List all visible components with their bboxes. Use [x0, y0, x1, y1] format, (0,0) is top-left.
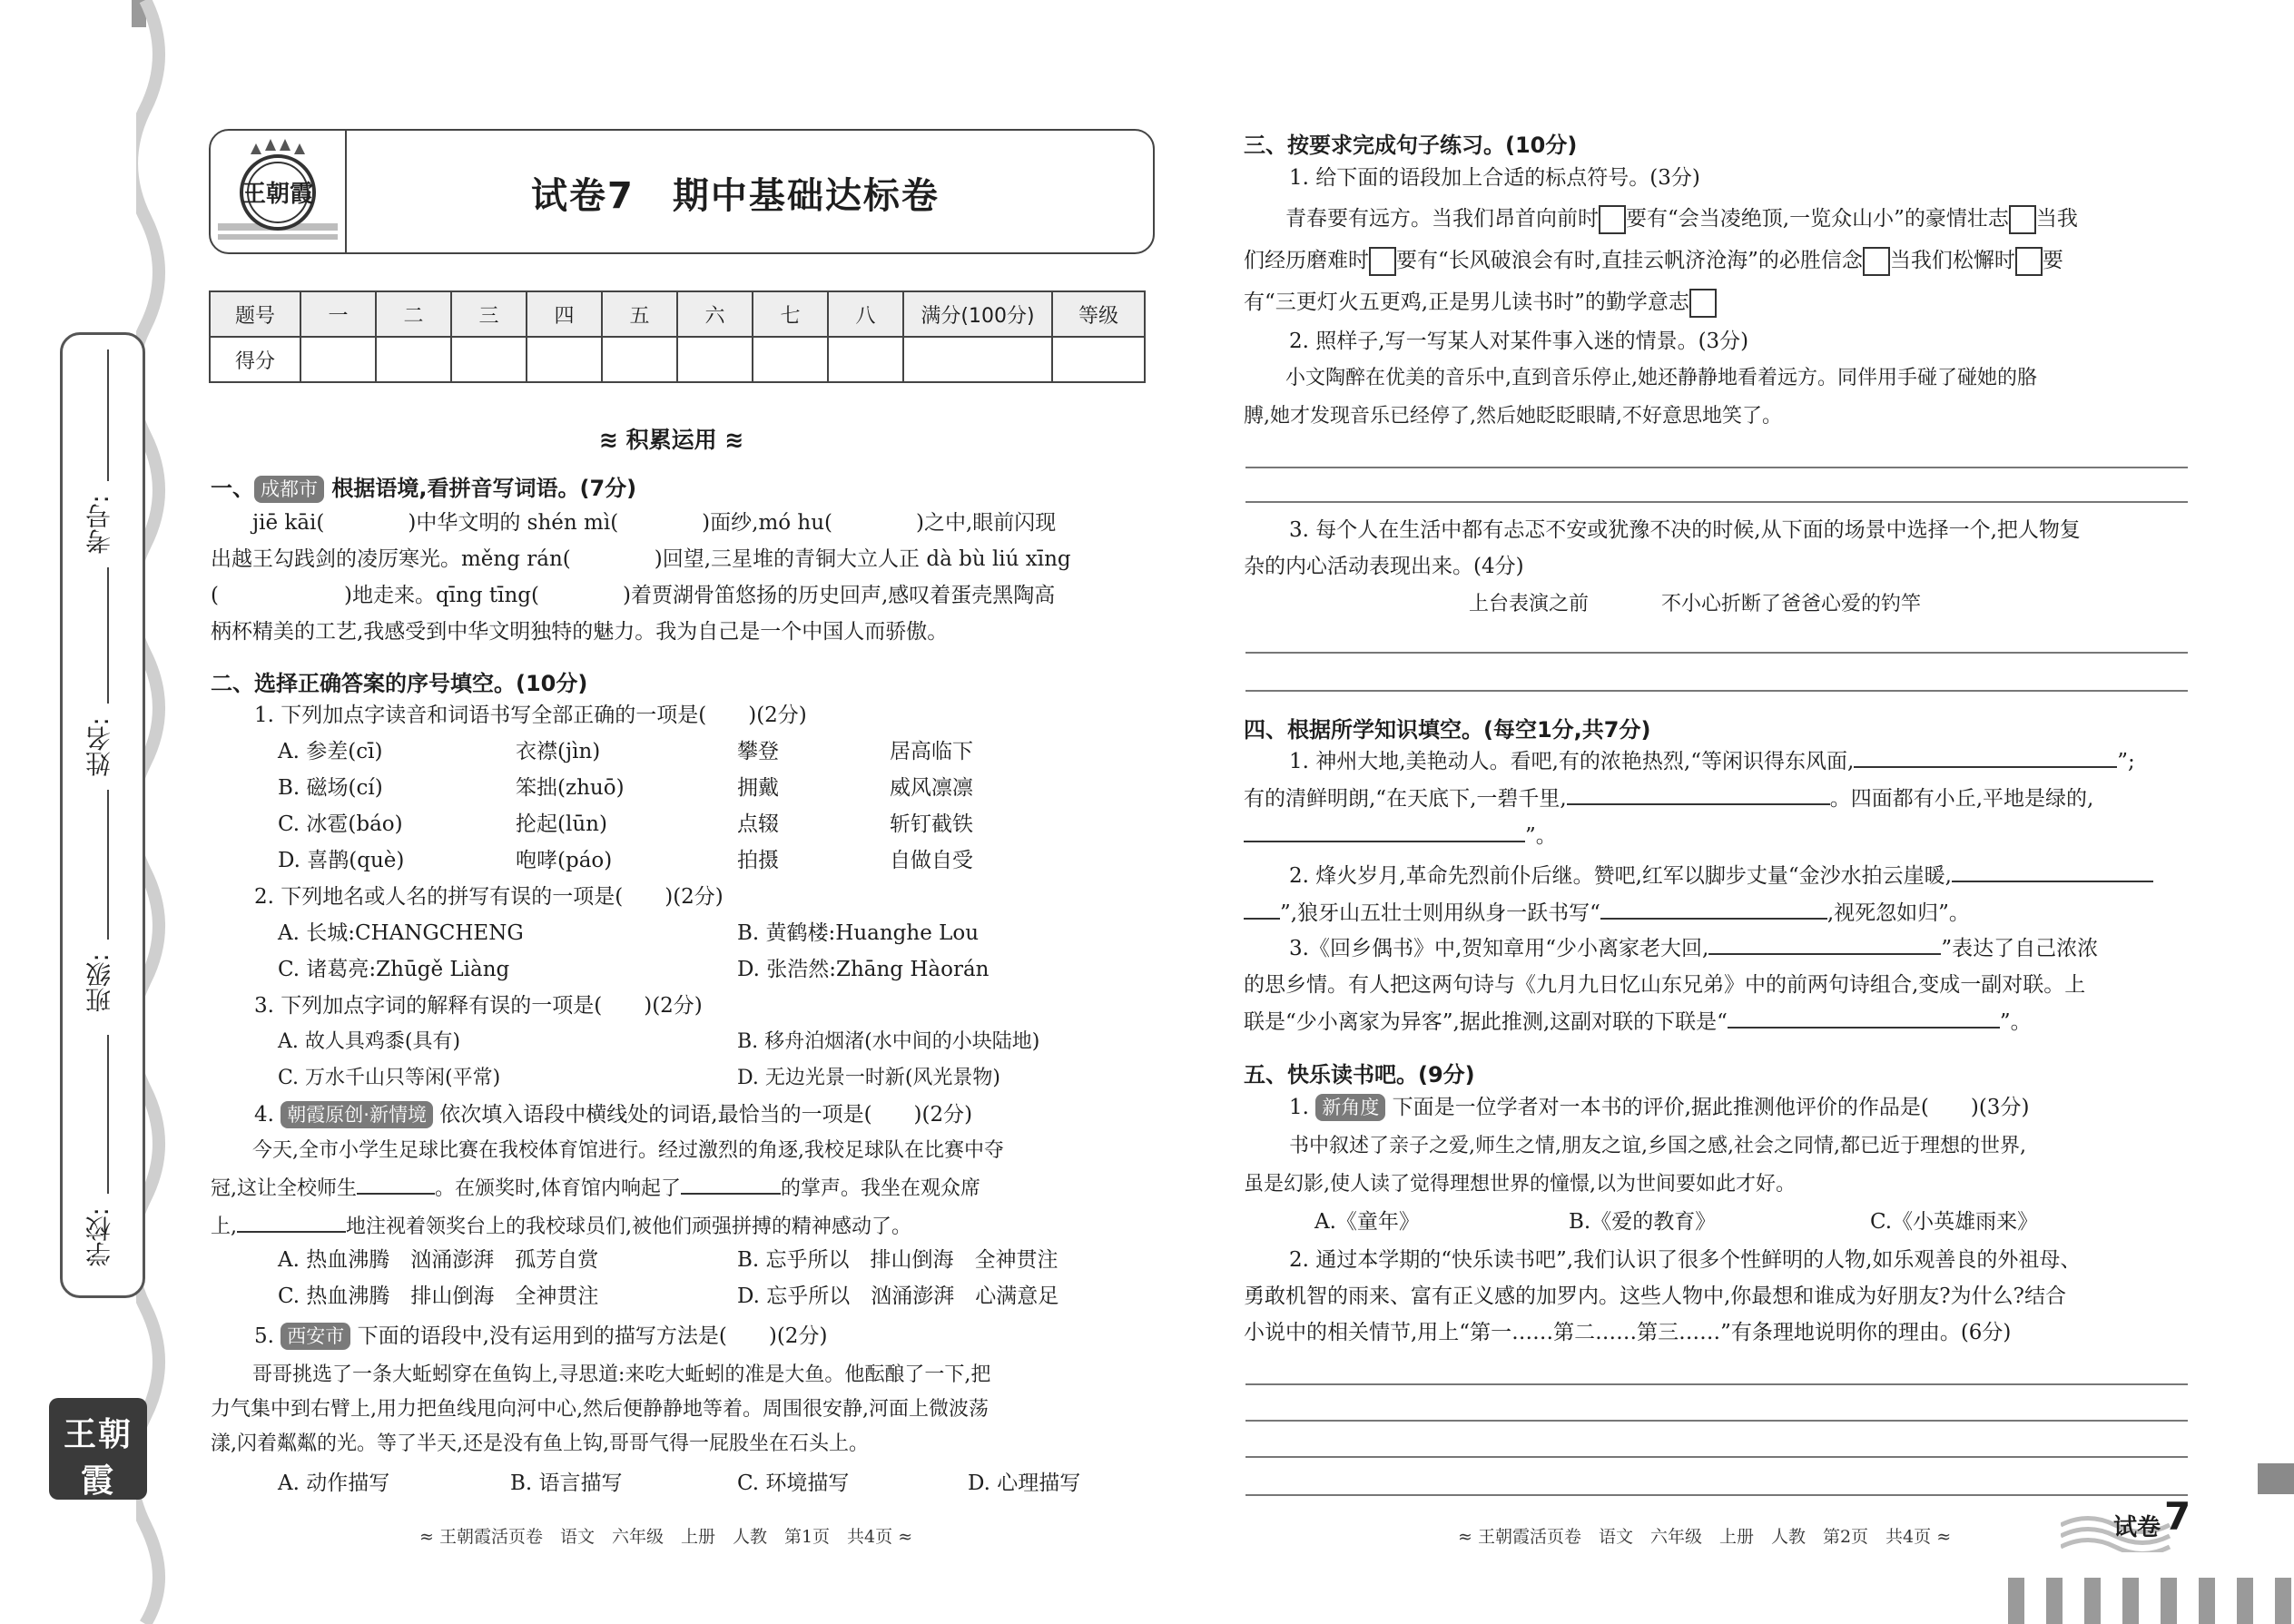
option-cell[interactable]: A. 动作描写	[278, 1471, 390, 1495]
q1-prompt: 根据语境,看拼音写词语。(7分)	[331, 476, 637, 501]
q1-line: 出越王勾践剑的凌厉寒光。měng rán( )回望,三星堆的青铜大立人正 dà bù liú xīng	[211, 547, 1071, 571]
q4-s3-line: 联是“少小离家为异客”,据此推测,这副对联的下联是“ ”。	[1244, 1003, 2098, 1040]
score-cell[interactable]	[677, 337, 753, 382]
stamp-line1: 王朝霞	[63, 1416, 133, 1500]
q2-s4-text: 依次填入语段中横线处的词语,最恰当的一项是( )(2分)	[439, 1103, 973, 1127]
answer-line[interactable]	[1245, 690, 2188, 692]
option-cell: 拍摄	[737, 849, 779, 872]
score-cell[interactable]	[903, 337, 1052, 382]
option-cell: 咆哮(páo)	[516, 849, 613, 872]
passage-line: 书中叙述了亲子之爱,师生之情,朋友之谊,乡国之感,社会之同情,都已近于理想的世界,	[1289, 1135, 2026, 1157]
score-cell[interactable]	[753, 337, 828, 382]
option-cell[interactable]: C.《小英雄雨来》	[1870, 1210, 2039, 1234]
option-cell[interactable]: C. 热血沸腾 排山倒海 全神贯注	[278, 1284, 599, 1308]
score-cell[interactable]	[527, 337, 602, 382]
brand-logo-icon	[214, 134, 341, 247]
blank[interactable]	[1952, 857, 2153, 882]
prompt-line: 3. 每个人在生活中都有忐忑不安或犹豫不决的时候,从下面的场景中选择一个,把人物复	[1289, 518, 2081, 542]
score-header-cell: 一	[300, 291, 376, 337]
q2-s5-tag: 西安市	[281, 1323, 350, 1350]
option-cell[interactable]: A.《童年》	[1314, 1210, 1420, 1234]
option-cell: 衣襟(jìn)	[516, 740, 601, 763]
wave-icon: ≋	[599, 427, 626, 453]
score-table	[209, 290, 1146, 383]
q2-s4-passage	[211, 1133, 1004, 1245]
option-cell[interactable]: B. 移舟泊烟渚(水中间的小块陆地)	[737, 1030, 1040, 1053]
blank-1[interactable]	[357, 1169, 435, 1195]
prompt-line: 2. 通过本学期的“快乐读书吧”,我们认识了很多个性鲜明的人物,如乐观善良的外祖母、	[1289, 1248, 2082, 1272]
edge-mark	[2258, 1463, 2294, 1494]
q5-s1-tag: 新角度	[1315, 1094, 1385, 1121]
option-cell[interactable]: B. 忘乎所以 排山倒海 全神贯注	[737, 1248, 1058, 1272]
score-header-cell: 二	[376, 291, 451, 337]
prompt-line: 杂的内心活动表现出来。(4分)	[1244, 555, 1524, 578]
punct-box[interactable]	[1863, 247, 1890, 276]
q3-title: 三、按要求完成句子练习。(10分)	[1244, 133, 1578, 158]
option-cell: 斩钉截铁	[890, 812, 973, 836]
wave-icon: ≈	[1931, 1527, 1952, 1547]
option-cell[interactable]: A. 热血沸腾 汹涌澎湃 孤芳自赏	[278, 1248, 599, 1272]
wave-icon: ≈	[892, 1527, 913, 1547]
option-cell[interactable]: D. 心理描写	[968, 1471, 1081, 1495]
punct-box[interactable]	[2015, 247, 2043, 276]
paper-title: 试卷7 期中基础达标卷	[531, 175, 940, 217]
wave-icon: ≋	[716, 427, 744, 453]
option-cell[interactable]: A. 故人具鸡黍(具有)	[278, 1030, 461, 1053]
stamp-line2: 活页卷	[57, 1514, 139, 1546]
name-label: 姓名:	[84, 717, 114, 777]
option-cell[interactable]: C. 冰雹(báo)	[278, 812, 403, 836]
option-cell[interactable]: A. 参差(cī)	[278, 740, 383, 763]
footer-left-text: 王朝霞活页卷 语文 六年级 上册 人教 第1页 共4页	[438, 1527, 893, 1547]
score-cell[interactable]	[451, 337, 527, 382]
punct-box[interactable]	[1689, 289, 1717, 318]
blank[interactable]	[1600, 894, 1827, 920]
q5-s2-prompt	[1244, 1242, 2081, 1351]
q4-s3	[1244, 930, 2098, 1040]
logo-divider	[345, 129, 347, 254]
name-field[interactable]	[107, 567, 109, 704]
answer-line[interactable]	[1245, 1383, 2188, 1385]
punct-box[interactable]	[1369, 247, 1396, 276]
option-cell: 抡起(lūn)	[516, 812, 607, 836]
passage-line: 膊,她才发现音乐已经停了,然后她眨眨眼睛,不好意思地笑了。	[1244, 405, 1782, 428]
answer-line[interactable]	[1245, 501, 2188, 503]
score-header-cell: 四	[527, 291, 602, 337]
passage-line: 们经历磨难时 要有“长风破浪会有时,直挂云帆济沧海”的必胜信念 当我们松懈时 要	[1244, 240, 2078, 281]
q5-s1-text: 下面是一位学者对一本书的评价,据此推测他评价的作品是( )(3分)	[1392, 1096, 2030, 1119]
q5-s1-prompt: 1. 新角度 下面是一位学者对一本书的评价,据此推测他评价的作品是( )(3分)	[1289, 1096, 2030, 1119]
blank[interactable]	[1567, 780, 1830, 805]
q4-title: 四、根据所学知识填空。(每空1分,共7分)	[1244, 717, 1651, 743]
option-cell[interactable]: C. 环境描写	[737, 1471, 850, 1495]
q2-title: 二、选择正确答案的序号填空。(10分)	[211, 671, 588, 696]
section-banner-text: 积累运用	[625, 427, 717, 453]
passage-line: 有“三更灯火五更鸡,正是男儿读书时”的勤学意志	[1244, 281, 2078, 323]
q3-s1-prompt: 1. 给下面的语段加上合适的标点符号。(3分)	[1289, 166, 1700, 190]
q4-s2-line: ”,狼牙山五壮士则用纵身一跃书写“ ,视死忽如归”。	[1244, 894, 2153, 931]
q5-s1-passage	[1244, 1127, 2026, 1204]
option-cell: 点辍	[737, 812, 779, 836]
option-cell: 威风凛凛	[890, 776, 973, 800]
corner-label: 试卷	[2113, 1514, 2161, 1541]
q2-s5-passage	[211, 1358, 990, 1462]
option-cell: 居高临下	[890, 740, 973, 763]
score-header-cell: 题号	[210, 291, 300, 337]
score-cell[interactable]	[300, 337, 376, 382]
q5-title: 五、快乐读书吧。(9分)	[1244, 1062, 1475, 1088]
bottom-bar-marks	[2008, 1578, 2294, 1624]
passage-line: 今天,全市小学生足球比赛在我校体育馆进行。经过激烈的角逐,我校足球队在比赛中夺	[252, 1139, 1004, 1162]
score-header-cell: 五	[602, 291, 677, 337]
svg-text:王朝霞: 王朝霞	[241, 181, 314, 208]
q4-s2	[1244, 857, 2153, 931]
score-cell[interactable]	[602, 337, 677, 382]
q1-line: ( )地走来。qīng tīng( )着贾湖骨笛悠扬的历史回声,感叹着蛋壳黑陶高	[211, 584, 1056, 607]
score-table-score-row	[210, 337, 1145, 382]
q2-s1-prompt: 1. 下列加点字读音和词语书写全部正确的一项是( )(2分)	[254, 704, 807, 727]
footer-right-text: 王朝霞活页卷 语文 六年级 上册 人教 第2页 共4页	[1477, 1527, 1932, 1547]
score-cell[interactable]	[376, 337, 451, 382]
score-table-header-row	[210, 291, 1145, 337]
q3-s2-prompt: 2. 照样子,写一写某人对某件事入迷的情景。(3分)	[1289, 330, 1749, 353]
prompt-line: 勇敢机智的雨来、富有正义感的加罗内。这些人物中,你最想和谁成为好朋友?为什么?结合	[1244, 1284, 2066, 1308]
score-cell[interactable]	[828, 337, 903, 382]
option-cell[interactable]: D. 忘乎所以 汹涌澎湃 心满意足	[737, 1284, 1059, 1308]
passage-line: 冠,这让全校师生 。在颁奖时,体育馆内响起了 的掌声。我坐在观众席	[211, 1169, 1004, 1207]
option-cell: 拥戴	[737, 776, 779, 800]
q4-s2-line: 2. 烽火岁月,革命先烈前仆后继。赞吧,红军以脚步丈量“金沙水拍云崖暖,	[1244, 857, 2153, 894]
option-cell[interactable]: C. 诸葛亮:Zhūgě Liàng	[278, 958, 510, 981]
school-field[interactable]	[107, 1035, 109, 1194]
q4-s3-line: 3.《回乡偶书》中,贺知章用“少小离家老大回, ”表达了自己浓浓	[1244, 930, 2098, 967]
blank-3[interactable]	[237, 1207, 346, 1233]
q4-s1-line: ”。	[1244, 817, 2135, 854]
score-header-cell: 七	[753, 291, 828, 337]
q3-s3-scene-2[interactable]: 不小心折断了爸爸心爱的钓竿	[1661, 593, 1922, 615]
answer-line[interactable]	[1245, 1420, 2188, 1422]
q1-line: 柄杯精美的工艺,我感受到中华文明独特的魅力。我为自己是一个中国人而骄傲。	[211, 620, 949, 644]
punct-box[interactable]	[2009, 205, 2036, 234]
blank[interactable]	[1244, 894, 1280, 920]
exam-number-field[interactable]	[107, 349, 109, 481]
wave-icon: ≈	[1458, 1527, 1478, 1547]
q1-number: 一、	[211, 476, 254, 501]
option-cell[interactable]: B.《爱的教育》	[1569, 1210, 1717, 1234]
prompt-line: 小说中的相关情节,用上“第一……第二……第三……”有条理地说明你的理由。(6分)	[1244, 1321, 2012, 1344]
q1-title	[211, 470, 636, 503]
passage-line: 哥哥挑选了一条大蚯蚓穿在鱼钩上,寻思道:来吃大蚯蚓的准是大鱼。他酝酿了一下,把	[252, 1363, 991, 1386]
punct-box[interactable]	[1599, 205, 1626, 234]
q3-s2-example	[1244, 359, 2037, 436]
wave-icon: ≈	[419, 1527, 439, 1547]
class-label: 班级:	[84, 953, 114, 1013]
answer-line[interactable]	[1245, 1494, 2188, 1496]
blank-2[interactable]	[681, 1169, 781, 1195]
student-info-box	[60, 332, 145, 1298]
option-cell[interactable]: D. 张浩然:Zhāng Hàorán	[737, 958, 989, 981]
section-banner	[599, 422, 743, 455]
answer-line[interactable]	[1245, 467, 2188, 468]
passage-line: 力气集中到右臂上,用力把鱼线甩向河中心,然后便静静地等着。周围很安静,河面上微波荡	[211, 1398, 989, 1421]
q1-region-tag: 成都市	[254, 476, 324, 503]
class-field[interactable]	[107, 790, 109, 940]
q4-s1-line: 1. 神州大地,美艳动人。看吧,有的浓艳热烈,“等闲识得东风面, ”;	[1244, 743, 2135, 780]
answer-line[interactable]	[1245, 1456, 2188, 1458]
score-header-cell: 八	[828, 291, 903, 337]
option-cell: 笨拙(zhuō)	[516, 776, 625, 800]
q2-s2-prompt: 2. 下列地名或人名的拼写有误的一项是( )(2分)	[254, 885, 724, 909]
option-cell[interactable]: B. 磁场(cí)	[278, 776, 383, 800]
passage-line: 青春要有远方。当我们昂首向前时 要有“会当凌绝顶,一览众山小”的豪情壮志 当我	[1244, 198, 2078, 240]
q1-line: jiē kāi( )中华文明的 shén mì( )面纱,mó hu( )之中,眼前闪现	[252, 511, 1057, 535]
option-cell[interactable]: D. 喜鹊(què)	[278, 849, 405, 872]
q4-s3-line: 的思乡情。有人把这两句诗与《九月九日忆山东兄弟》中的前两句诗组合,变成一副对联。上	[1244, 973, 2086, 997]
q2-s5-options	[278, 1465, 1113, 1501]
option-cell[interactable]: A. 长城:CHANGCHENG	[278, 921, 524, 945]
passage-line: 上, 地注视着领奖台上的我校球员们,被他们顽强拼搏的精神感动了。	[211, 1207, 1004, 1245]
blank[interactable]	[1244, 817, 1525, 842]
blank[interactable]	[1728, 1003, 2000, 1029]
option-cell[interactable]: D. 无边光景一时新(风光景物)	[737, 1067, 1001, 1089]
score-header-cell: 三	[451, 291, 527, 337]
q2-s3-prompt: 3. 下列加点字词的解释有误的一项是( )(2分)	[254, 994, 703, 1018]
q2-s5-text: 下面的语段中,没有运用到的描写方法是( )(2分)	[357, 1324, 828, 1348]
answer-line[interactable]	[1245, 652, 2188, 654]
option-cell[interactable]: B. 黄鹤楼:Huanghe Lou	[737, 921, 980, 945]
option-cell: 攀登	[737, 740, 779, 763]
score-cell[interactable]	[1052, 337, 1145, 382]
option-cell: 自做自受	[890, 849, 973, 872]
q3-s3-scene-1[interactable]: 上台表演之前	[1469, 593, 1590, 615]
brand-stamp	[49, 1398, 147, 1546]
score-header-cell: 等级	[1052, 291, 1145, 337]
q2-s5-prompt: 5. 西安市 下面的语段中,没有运用到的描写方法是( )(2分)	[254, 1324, 828, 1348]
q5-s1-options	[1314, 1204, 2041, 1240]
option-cell[interactable]: B. 语言描写	[510, 1471, 623, 1495]
score-row-label: 得分	[210, 337, 300, 382]
corner-number: 7	[2164, 1494, 2191, 1539]
q4-s1-line: 有的清鲜明朗,“在天底下,一碧千里, 。四面都有小丘,平地是绿的,	[1244, 780, 2135, 817]
q4-s1	[1244, 743, 2135, 854]
q1-passage	[211, 505, 1071, 650]
footer-left	[419, 1523, 912, 1548]
passage-line: 虽是幻影,使人读了觉得理想世界的憧憬,以为世间要如此才好。	[1244, 1173, 1796, 1196]
q2-s4-tag: 朝霞原创·新情境	[281, 1101, 433, 1128]
exam-number-label: 考号:	[84, 495, 114, 555]
passage-line: 漾,闪着粼粼的光。等了半天,还是没有鱼上钩,哥哥气得一屁股坐在石头上。	[211, 1432, 869, 1455]
blank[interactable]	[1708, 930, 1941, 955]
school-label: 学校:	[84, 1207, 114, 1267]
footer-right	[1458, 1523, 1951, 1548]
score-header-cell: 满分(100分)	[903, 291, 1052, 337]
option-cell[interactable]: C. 万水千山只等闲(平常)	[278, 1067, 501, 1089]
q2-s4-prompt: 4. 朝霞原创·新情境 依次填入语段中横线处的词语,最恰当的一项是( )(2分)	[254, 1103, 973, 1127]
passage-line: 小文陶醉在优美的音乐中,直到音乐停止,她还静静地看着远方。同伴用手碰了碰她的胳	[1285, 367, 2037, 389]
score-header-cell: 六	[677, 291, 753, 337]
blank[interactable]	[1854, 743, 2117, 768]
q3-s1-passage	[1244, 198, 2078, 323]
q3-s3-prompt	[1244, 512, 2081, 585]
